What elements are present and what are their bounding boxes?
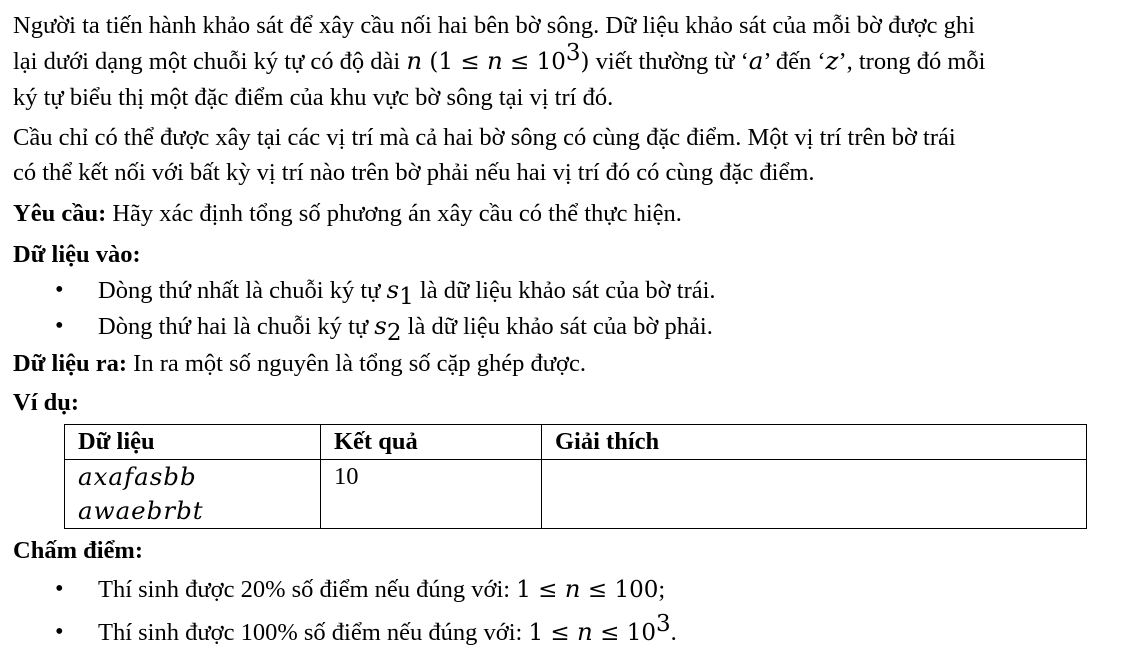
- scoring-list: [13, 568, 1138, 654]
- output-section: [13, 346, 1138, 381]
- bullet-icon: •: [55, 312, 64, 339]
- output-label: Dữ liệu ra:: [13, 350, 128, 377]
- input-list: [13, 272, 1138, 344]
- example-header-row: [65, 425, 1087, 460]
- bullet-icon: •: [55, 575, 64, 602]
- example-input-line-2: awaebrbt: [78, 496, 204, 525]
- intro-line-2: lại dưới dạng một chuỗi ký tự có độ dài n $(1 \le n \le 10^3)$ viết thường từ ‘a’ đến ‘z’, trong đó mỗi: [13, 39, 986, 75]
- example-input-line-1: axafasbb: [78, 462, 197, 491]
- cell-result: 10: [321, 460, 542, 529]
- requirement-text: Hãy xác định tổng số phương án xây cầu có thể thực hiện.: [106, 200, 682, 227]
- intro-line-1: Người ta tiến hành khảo sát để xây cầu nối hai bên bờ sông. Dữ liệu khảo sát của mỗi bờ được ghi: [13, 12, 975, 39]
- requirement-label: Yêu cầu:: [13, 200, 107, 227]
- output-text: In ra một số nguyên là tổng số cặp ghép được.: [127, 350, 587, 377]
- intro-paragraph-2: [13, 120, 1138, 190]
- scoring-section: [13, 533, 1138, 568]
- scoring-label: Chấm điểm:: [13, 537, 143, 564]
- intro-p2-line-1: Cầu chỉ có thể được xây tại các vị trí mà cả hai bờ sông có cùng đặc điểm. Một vị trí trên bờ trái: [13, 124, 956, 151]
- header-explanation: Giải thích: [542, 425, 1087, 460]
- problem-statement: [13, 8, 1138, 654]
- requirement-section: [13, 196, 1138, 231]
- example-table: [64, 424, 1087, 529]
- intro-paragraph-1: [13, 8, 1138, 115]
- header-result: Kết quả: [321, 425, 542, 460]
- example-section: [13, 385, 1138, 420]
- scoring-item-1: • Thí sinh được 20% số điểm nếu đúng với: 1 ≤ n ≤ 100;: [13, 568, 1138, 611]
- example-label: Ví dụ:: [13, 389, 80, 416]
- cell-input: [65, 460, 321, 529]
- input-section: [13, 237, 1138, 272]
- cell-explanation: [542, 460, 1087, 529]
- bullet-icon: •: [55, 618, 64, 645]
- input-item-1: • Dòng thứ nhất là chuỗi ký tự $s_1$ là dữ liệu khảo sát của bờ trái.: [13, 272, 1138, 308]
- intro-p2-line-2: có thể kết nối với bất kỳ vị trí nào trên bờ phải nếu hai vị trí đó có cùng đặc điểm.: [13, 159, 815, 186]
- header-input: Dữ liệu: [65, 425, 321, 460]
- input-label: Dữ liệu vào:: [13, 241, 141, 268]
- intro-line-3: ký tự biểu thị một đặc điểm của khu vực bờ sông tại vị trí đó.: [13, 84, 614, 111]
- input-item-2: • Dòng thứ hai là chuỗi ký tự $s_2$ là dữ liệu khảo sát của bờ phải.: [13, 308, 1138, 344]
- scoring-item-2: • Thí sinh được 100% số điểm nếu đúng với: $1 \le n \le 10^3$.: [13, 611, 1138, 654]
- example-data-row: [65, 460, 1087, 529]
- bullet-icon: •: [55, 276, 64, 303]
